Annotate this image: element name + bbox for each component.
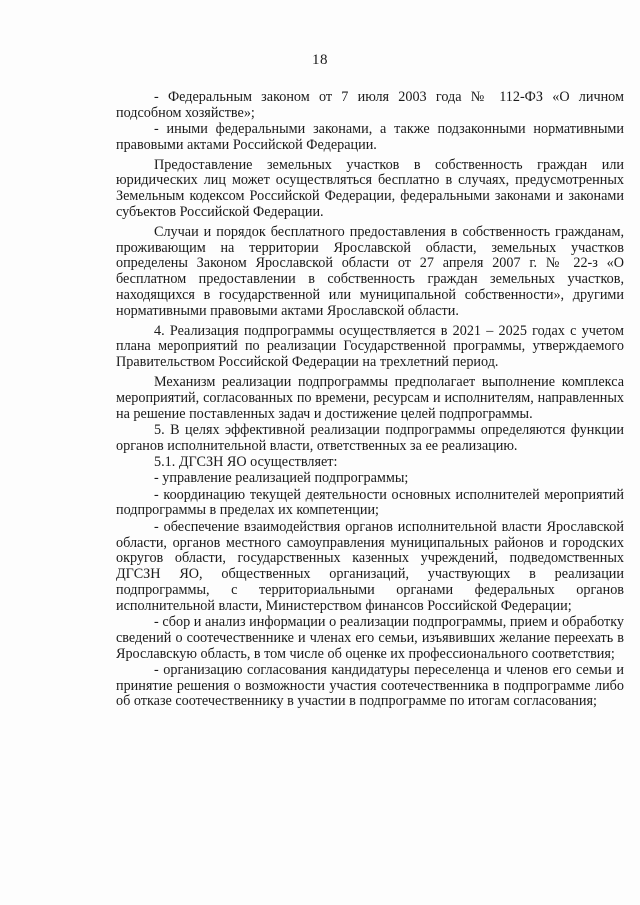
list-item-approval: - организацию согласования кандидатуры переселенца и членов его семьи и принятие решения о возможности участия соотечественника в подпрограмме либо об отказе соотечественнику в участии в подпрограмме по итогам согласования;: [116, 661, 624, 710]
paragraph-section-5: 5. В целях эффективной реализации подпрограммы определяются функции органов исполнительной власти, ответственных за ее реализацию.: [116, 421, 624, 454]
paragraph-mechanism: Механизм реализации подпрограммы предполагает выполнение комплекса мероприятий, согласованных по времени, ресурсам и исполнителям, направленных на решение поставленных задач и достижение целей подпрограммы.: [116, 374, 624, 422]
paragraph-federal-law-112: - Федеральным законом от 7 июля 2003 года № 112-ФЗ «О личном подсобном хозяйстве»;: [116, 89, 624, 121]
paragraph-land-provision: Предоставление земельных участков в собственность граждан или юридических лиц может осуществляться бесплатно в случаях, предусмотренных Земельным кодексом Российской Федерации, федеральными законами и законами субъектов Российской Федерации.: [116, 156, 624, 221]
list-item-coordination: - координацию текущей деятельности основных исполнителей мероприятий подпрограммы в пределах их компетенции;: [116, 486, 624, 519]
list-item-interaction: - обеспечение взаимодействия органов исполнительной власти Ярославской области, органов местного самоуправления муниципальных районов и городских округов области, государственных казенных учреждений, подведомственных ДГСЗН ЯО, общественных организаций, участвующих в реализации подпрограммы, с территориальными органами федеральных органов исполнительной власти, Министерством финансов Российской Федерации;: [116, 518, 624, 614]
paragraph-section-4: 4. Реализация подпрограммы осуществляется в 2021 – 2025 годах с учетом плана мероприятий по реализации Государственной программы, утверждаемого Правительством Российской Федерации на трехлетний период.: [116, 322, 624, 371]
list-item-info-collection: - сбор и анализ информации о реализации подпрограммы, прием и обработку сведений о соотечественнике и членах его семьи, изъявивших желание переехать в Ярославскую область, в том числе об оценке их профессионального соответствия;: [116, 614, 624, 662]
list-item-management: - управление реализацией подпрограммы;: [154, 470, 409, 487]
paragraph-yaroslavl-law: Случаи и порядок бесплатного предоставления в собственность гражданам, проживающим на территории Ярославской области, земельных участков определены Законом Ярославской области от 27 апреля 2007 г. № 22-з «О бесплатном предоставлении в собственность граждан земельных участков, находящихся в государственной или муниципальной собственности», другими нормативными правовыми актами Ярославской области.: [116, 223, 624, 319]
paragraph-other-federal-laws: - иными федеральными законами, а также подзаконными нормативными правовыми актами Российской Федерации.: [116, 121, 624, 153]
paragraph-section-5-1: 5.1. ДГСЗН ЯО осуществляет:: [154, 454, 338, 471]
page-number: 18: [312, 52, 328, 68]
document-body: [116, 90, 624, 711]
